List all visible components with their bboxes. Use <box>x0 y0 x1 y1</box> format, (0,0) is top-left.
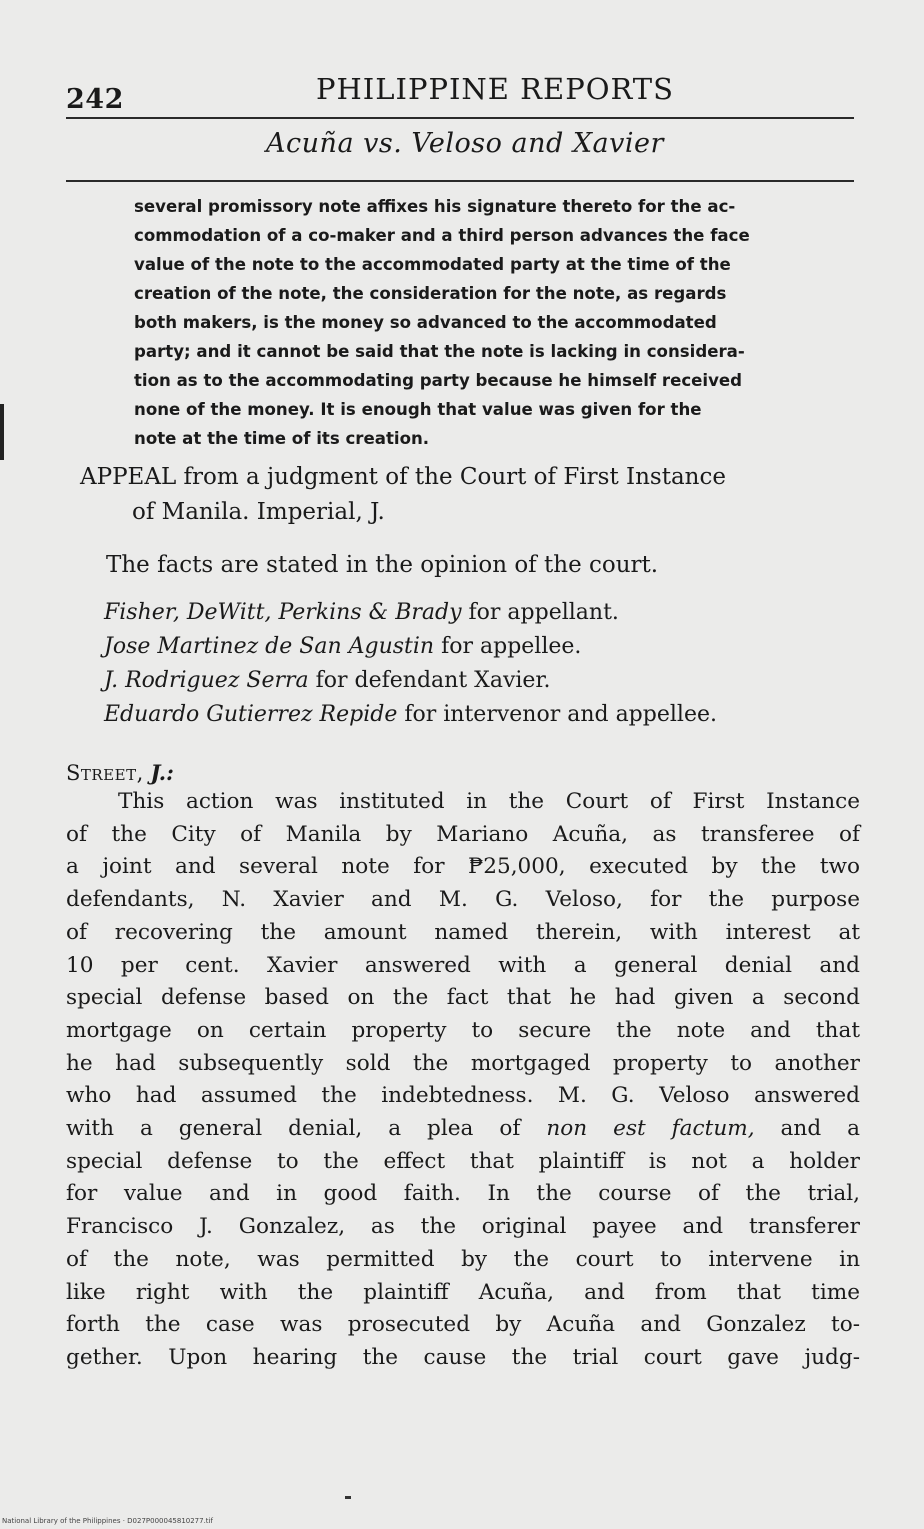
counsel-role: for appellant. <box>461 600 619 625</box>
page-number: 242 <box>66 84 124 115</box>
syllabus-line: several promissory note affixes his signature thereto for the ac- <box>134 197 736 216</box>
opinion-line: forth the case was prosecuted by Acuña and Gonzalez to- <box>66 1312 860 1338</box>
justice-name: Street, <box>66 761 144 785</box>
counsel-list <box>104 596 717 732</box>
justice-suffix: J.: <box>150 760 174 785</box>
opinion-line: 10 per cent. Xavier answered with a general denial and <box>66 952 860 978</box>
counsel-entry <box>104 596 717 630</box>
syllabus-line: both makers, is the money so advanced to the accommodated <box>134 313 717 332</box>
latin-phrase: non est factum, <box>546 1116 755 1142</box>
syllabus-line: none of the money. It is enough that value was given for the <box>134 400 702 419</box>
appeal-line: of Manila. Imperial, J. <box>132 499 385 525</box>
justice-heading <box>66 760 174 785</box>
syllabus-line: note at the time of its creation. <box>134 429 430 448</box>
opinion-body <box>66 786 860 1375</box>
counsel-entry <box>104 664 717 698</box>
counsel-name: J. Rodriguez Serra <box>104 668 309 693</box>
counsel-role: for intervenor and appellee. <box>397 702 717 727</box>
opinion-line: special defense to the effect that plaintiff is not a holder <box>66 1148 860 1174</box>
opinion-line <box>66 1113 860 1146</box>
syllabus-line: commodation of a co-maker and a third person advances the face <box>134 226 750 245</box>
counsel-name: Eduardo Gutierrez Repide <box>104 702 398 727</box>
opinion-line: defendants, N. Xavier and M. G. Veloso, for the purpose <box>66 887 860 913</box>
edge-mark <box>0 404 4 460</box>
appeal-statement <box>80 460 860 530</box>
counsel-role: for appellee. <box>434 634 582 659</box>
opinion-line: Francisco J. Gonzalez, as the original payee and transferer <box>66 1214 860 1240</box>
counsel-entry <box>104 698 717 732</box>
opinion-line: of the note, was permitted by the court to intervene in <box>66 1246 860 1272</box>
syllabus-line: creation of the note, the consideration for the note, as regards <box>134 284 727 303</box>
opinion-line: he had subsequently sold the mortgaged property to another <box>66 1050 860 1076</box>
opinion-line: of the City of Manila by Mariano Acuña, as transferee of <box>66 821 860 847</box>
opinion-line: who had assumed the indebtedness. M. G. Veloso answered <box>66 1083 860 1109</box>
running-head: PHILIPPINE REPORTS <box>315 72 675 106</box>
facts-statement: The facts are stated in the opinion of the court. <box>106 552 659 578</box>
opinion-line: mortgage on certain property to secure the note and that <box>66 1017 860 1043</box>
opinion-line: gether. Upon hearing the cause the trial court gave judg- <box>66 1344 860 1370</box>
case-title: Acuña vs. Veloso and Xavier <box>266 128 664 159</box>
syllabus-line: party; and it cannot be said that the note is lacking in considera- <box>134 342 745 361</box>
header-rule-bottom <box>66 180 854 182</box>
opinion-text: with a general denial, a plea of <box>66 1116 547 1142</box>
header-rule-top <box>66 117 854 119</box>
syllabus-line: value of the note to the accommodated party at the time of the <box>134 255 731 274</box>
counsel-role: for defendant Xavier. <box>308 668 551 693</box>
ink-dot <box>345 1496 351 1499</box>
opinion-line: This action was instituted in the Court of First Instance <box>118 789 860 814</box>
opinion-line: special defense based on the fact that he had given a second <box>66 985 860 1011</box>
counsel-name: Jose Martinez de San Agustin <box>104 634 435 659</box>
opinion-text: and a <box>754 1116 860 1142</box>
appeal-line: APPEAL from a judgment of the Court of First Instance <box>80 464 726 490</box>
opinion-line: for value and in good faith. In the course of the trial, <box>66 1181 860 1207</box>
opinion-line: a joint and several note for ₱25,000, executed by the two <box>66 854 860 880</box>
opinion-line: like right with the plaintiff Acuña, and from that time <box>66 1279 860 1305</box>
counsel-name: Fisher, DeWitt, Perkins & Brady <box>104 600 462 625</box>
syllabus-line: tion as to the accommodating party because he himself received <box>134 371 743 390</box>
counsel-entry <box>104 630 717 664</box>
scan-footer: National Library of the Philippines · D027P000045810277.tif <box>2 1517 213 1525</box>
syllabus <box>134 192 856 453</box>
opinion-line: of recovering the amount named therein, with interest at <box>66 919 860 945</box>
